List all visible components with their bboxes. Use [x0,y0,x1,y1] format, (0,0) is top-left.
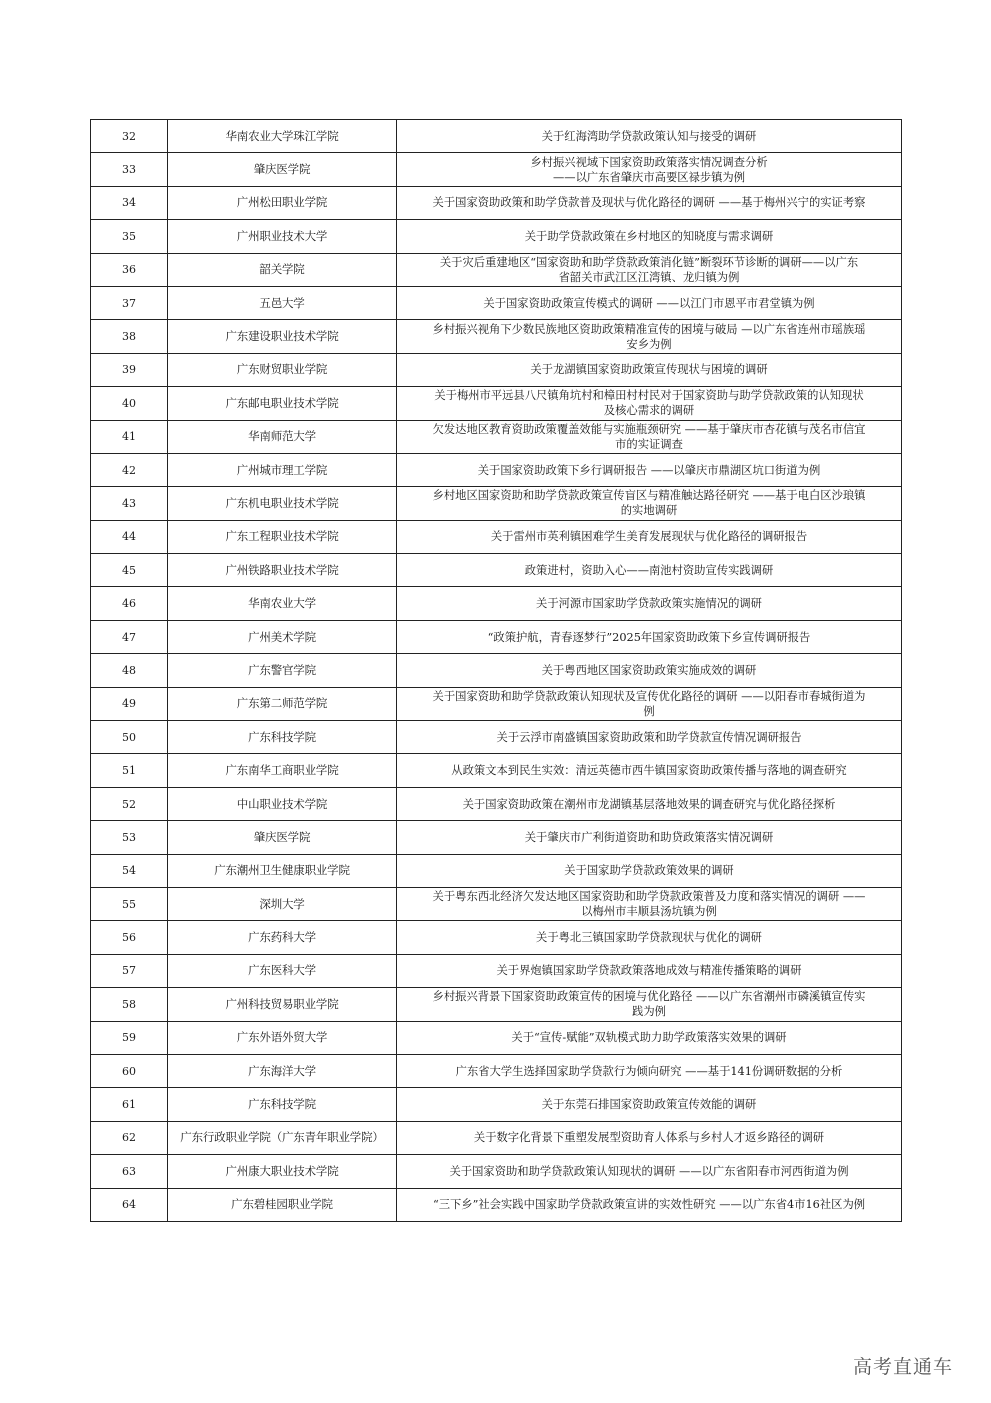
table-row [91,687,902,720]
row-number: 37 [91,286,168,319]
project-title-line: 关于“宣传-赋能”双轨模式助力助学政策落实效果的调研 [511,1031,787,1045]
project-title-line: 欠发达地区教育资助政策覆盖效能与实施瓶颈研究 ——基于肇庆市杏花镇与茂名市信宜 [432,422,866,436]
project-title [397,1088,902,1121]
project-title-line: 关于界炮镇国家助学贷款政策落地成效与精准传播策略的调研 [496,964,802,978]
table-row [91,320,902,353]
row-number: 39 [91,353,168,386]
school-name: 广东医科大学 [168,954,397,987]
school-name: 肇庆医学院 [168,821,397,854]
project-title-line: 践为例 [632,1005,666,1019]
table-body [91,120,902,1222]
school-name: 广东邮电职业技术学院 [168,387,397,420]
project-title [397,1188,902,1221]
row-number: 57 [91,954,168,987]
school-name: 广州松田职业学院 [168,186,397,219]
project-title-line: 的实地调研 [620,504,678,518]
row-number: 54 [91,854,168,887]
project-title-line: 关于东莞石排国家资助政策宣传效能的调研 [541,1098,757,1112]
table-row [91,587,902,620]
project-title-line: 关于粤北三镇国家助学贷款现状与优化的调研 [536,931,762,945]
row-number: 61 [91,1088,168,1121]
project-title-line: 安乡为例 [626,337,672,351]
table-row [91,520,902,553]
table-row [91,754,902,787]
school-name: 广州科技贸易职业学院 [168,988,397,1021]
results-table [90,119,902,1222]
row-number: 51 [91,754,168,787]
table-row [91,821,902,854]
row-number: 42 [91,453,168,486]
row-number: 46 [91,587,168,620]
project-title [397,387,902,420]
row-number: 40 [91,387,168,420]
project-title-line: 关于肇庆市广利街道资助和助贷政策落实情况调研 [524,830,774,844]
table-row [91,120,902,153]
row-number: 47 [91,620,168,653]
table-row [91,253,902,286]
row-number: 53 [91,821,168,854]
row-number: 64 [91,1188,168,1221]
project-title [397,320,902,353]
project-title [397,687,902,720]
project-title [397,854,902,887]
school-name: 广东机电职业技术学院 [168,487,397,520]
row-number: 36 [91,253,168,286]
school-name: 广东警官学院 [168,654,397,687]
project-title-line: 乡村振兴视域下国家资助政策落实情况调查分析 [530,155,768,169]
row-number: 59 [91,1021,168,1054]
project-title [397,286,902,319]
project-title [397,1054,902,1087]
row-number: 38 [91,320,168,353]
project-title [397,821,902,854]
table-row [91,220,902,253]
project-title-line: 关于红海湾助学贷款政策认知与接受的调研 [541,129,757,143]
school-name: 广东行政职业学院（广东青年职业学院） [168,1121,397,1154]
table-row [91,787,902,820]
table-row [91,353,902,386]
row-number: 43 [91,487,168,520]
row-number: 35 [91,220,168,253]
table-row [91,453,902,486]
table-row [91,153,902,186]
project-title-line: 关于河源市国家助学贷款政策实施情况的调研 [536,597,762,611]
row-number: 49 [91,687,168,720]
row-number: 48 [91,654,168,687]
row-number: 52 [91,787,168,820]
school-name: 广东药科大学 [168,921,397,954]
project-title [397,921,902,954]
table-row [91,954,902,987]
project-title [397,1021,902,1054]
school-name: 广东工程职业技术学院 [168,520,397,553]
school-name: 广东外语外贸大学 [168,1021,397,1054]
table-row [91,554,902,587]
project-title-line: 关于雷州市英利镇困难学生美育发展现状与优化路径的调研报告 [490,530,808,544]
project-title [397,654,902,687]
table-row [91,186,902,219]
row-number: 63 [91,1155,168,1188]
project-title-line: 以梅州市丰顺县汤坑镇为例 [581,905,717,919]
project-title [397,453,902,486]
project-title-line: 关于助学贷款政策在乡村地区的知晓度与需求调研 [524,229,774,243]
school-name: 广东潮州卫生健康职业学院 [168,854,397,887]
project-title-line: ——以广东省肇庆市高要区禄步镇为例 [552,170,746,184]
project-title-line: 关于灾后重建地区“国家资助和助学贷款政策消化链”断裂环节诊断的调研——以广东 [439,255,859,269]
project-title [397,587,902,620]
row-number: 60 [91,1054,168,1087]
project-title [397,988,902,1021]
project-title-line: 关于粤西地区国家资助政策实施成效的调研 [541,663,757,677]
school-name: 广州铁路职业技术学院 [168,554,397,587]
project-title-line: 例 [643,704,655,718]
school-name: 广东南华工商职业学院 [168,754,397,787]
school-name: 广州康大职业技术学院 [168,1155,397,1188]
table-row [91,721,902,754]
table-row [91,854,902,887]
project-title [397,487,902,520]
school-name: 华南师范大学 [168,420,397,453]
project-title-line: 关于国家资助政策宣传模式的调研 ——以江门市恩平市君堂镇为例 [483,296,815,310]
table-row [91,887,902,920]
table-row [91,988,902,1021]
school-name: 广东财贸职业学院 [168,353,397,386]
row-number: 50 [91,721,168,754]
table-row [91,1155,902,1188]
school-name: 广州美术学院 [168,620,397,653]
project-title [397,420,902,453]
row-number: 41 [91,420,168,453]
project-title [397,721,902,754]
table-row [91,1054,902,1087]
project-title-line: 乡村振兴视角下少数民族地区资助政策精准宣传的困境与破局 —以广东省连州市瑶族瑶 [432,322,866,336]
project-title-line: “政策护航，青春逐梦行”2025年国家资助政策下乡宣传调研报告 [487,630,811,644]
project-title [397,520,902,553]
school-name: 广东建设职业技术学院 [168,320,397,353]
project-title-line: 从政策文本到民生实效：清远英德市西牛镇国家资助政策传播与落地的调查研究 [451,764,847,778]
project-title-line: “三下乡”社会实践中国家助学贷款政策宣讲的实效性研究 ——以广东省4市16社区为例 [432,1198,866,1212]
project-title-line: 关于云浮市南盛镇国家资助政策和助学贷款宣传情况调研报告 [496,730,802,744]
project-title [397,186,902,219]
table-row [91,387,902,420]
project-title-line: 关于国家资助政策下乡行调研报告 ——以肇庆市鼎湖区坑口街道为例 [477,463,821,477]
row-number: 34 [91,186,168,219]
project-title-line: 关于国家资助和助学贷款政策认知现状的调研 ——以广东省阳春市河西街道为例 [449,1164,849,1178]
table-row [91,1188,902,1221]
project-title [397,153,902,186]
project-title-line: 省韶关市武江区江湾镇、龙归镇为例 [558,270,740,284]
school-name: 中山职业技术学院 [168,787,397,820]
table-row [91,654,902,687]
project-title-line: 关于龙湖镇国家资助政策宣传现状与困境的调研 [530,363,768,377]
school-name: 华南农业大学 [168,587,397,620]
school-name: 广东科技学院 [168,1088,397,1121]
project-title [397,954,902,987]
project-title [397,787,902,820]
table-row [91,420,902,453]
row-number: 33 [91,153,168,186]
table-row [91,921,902,954]
project-title-line: 关于数字化背景下重塑发展型资助育人体系与乡村人才返乡路径的调研 [473,1131,825,1145]
table-row [91,1121,902,1154]
row-number: 32 [91,120,168,153]
project-title-line: 广东省大学生选择国家助学贷款行为倾向研究 ——基于141份调研数据的分析 [455,1064,843,1078]
project-title-line: 关于梅州市平远县八尺镇角坑村和樟田村村民对于国家资助与助学贷款政策的认知现状 [434,389,864,403]
school-name: 韶关学院 [168,253,397,286]
row-number: 45 [91,554,168,587]
project-title [397,1121,902,1154]
project-title-line: 乡村振兴背景下国家资助政策宣传的困境与优化路径 ——以广东省潮州市磷溪镇宣传实 [432,990,866,1004]
school-name: 广东碧桂园职业学院 [168,1188,397,1221]
project-title [397,887,902,920]
project-title-line: 乡村地区国家资助和助学贷款政策宣传盲区与精准触达路径研究 ——基于电白区沙琅镇 [432,489,866,503]
row-number: 55 [91,887,168,920]
project-title-line: 关于国家资助和助学贷款政策认知现状及宣传优化路径的调研 ——以阳春市春城街道为 [432,689,866,703]
table-row [91,286,902,319]
project-title-line: 及核心需求的调研 [603,404,695,418]
project-title [397,253,902,286]
school-name: 广州职业技术大学 [168,220,397,253]
project-title [397,554,902,587]
table-row [91,1088,902,1121]
project-title-line: 政策进村，资助入心——南池村资助宣传实践调研 [524,563,774,577]
school-name: 广州城市理工学院 [168,453,397,486]
row-number: 56 [91,921,168,954]
table-row [91,620,902,653]
school-name: 广东海洋大学 [168,1054,397,1087]
row-number: 44 [91,520,168,553]
project-title [397,220,902,253]
school-name: 肇庆医学院 [168,153,397,186]
project-title-line: 关于国家资助政策在潮州市龙湖镇基层落地效果的调查研究与优化路径探析 [462,797,836,811]
project-title [397,120,902,153]
school-name: 华南农业大学珠江学院 [168,120,397,153]
project-title [397,754,902,787]
school-name: 五邑大学 [168,286,397,319]
project-title-line: 关于国家资助政策和助学贷款普及现状与优化路径的调研 ——基于梅州兴宁的实证考察 [432,196,866,210]
school-name: 广东科技学院 [168,721,397,754]
table-row [91,487,902,520]
row-number: 62 [91,1121,168,1154]
row-number: 58 [91,988,168,1021]
project-title [397,353,902,386]
school-name: 深圳大学 [168,887,397,920]
table-row [91,1021,902,1054]
project-title-line: 市的实证调查 [615,437,683,451]
project-title [397,620,902,653]
project-title [397,1155,902,1188]
project-title-line: 关于粤东西北经济欠发达地区国家资助和助学贷款政策普及力度和落实情况的调研 —— [432,890,866,904]
watermark-text: 高考直通车 [853,1356,954,1378]
school-name: 广东第二师范学院 [168,687,397,720]
project-title-line: 关于国家助学贷款政策效果的调研 [564,864,734,878]
